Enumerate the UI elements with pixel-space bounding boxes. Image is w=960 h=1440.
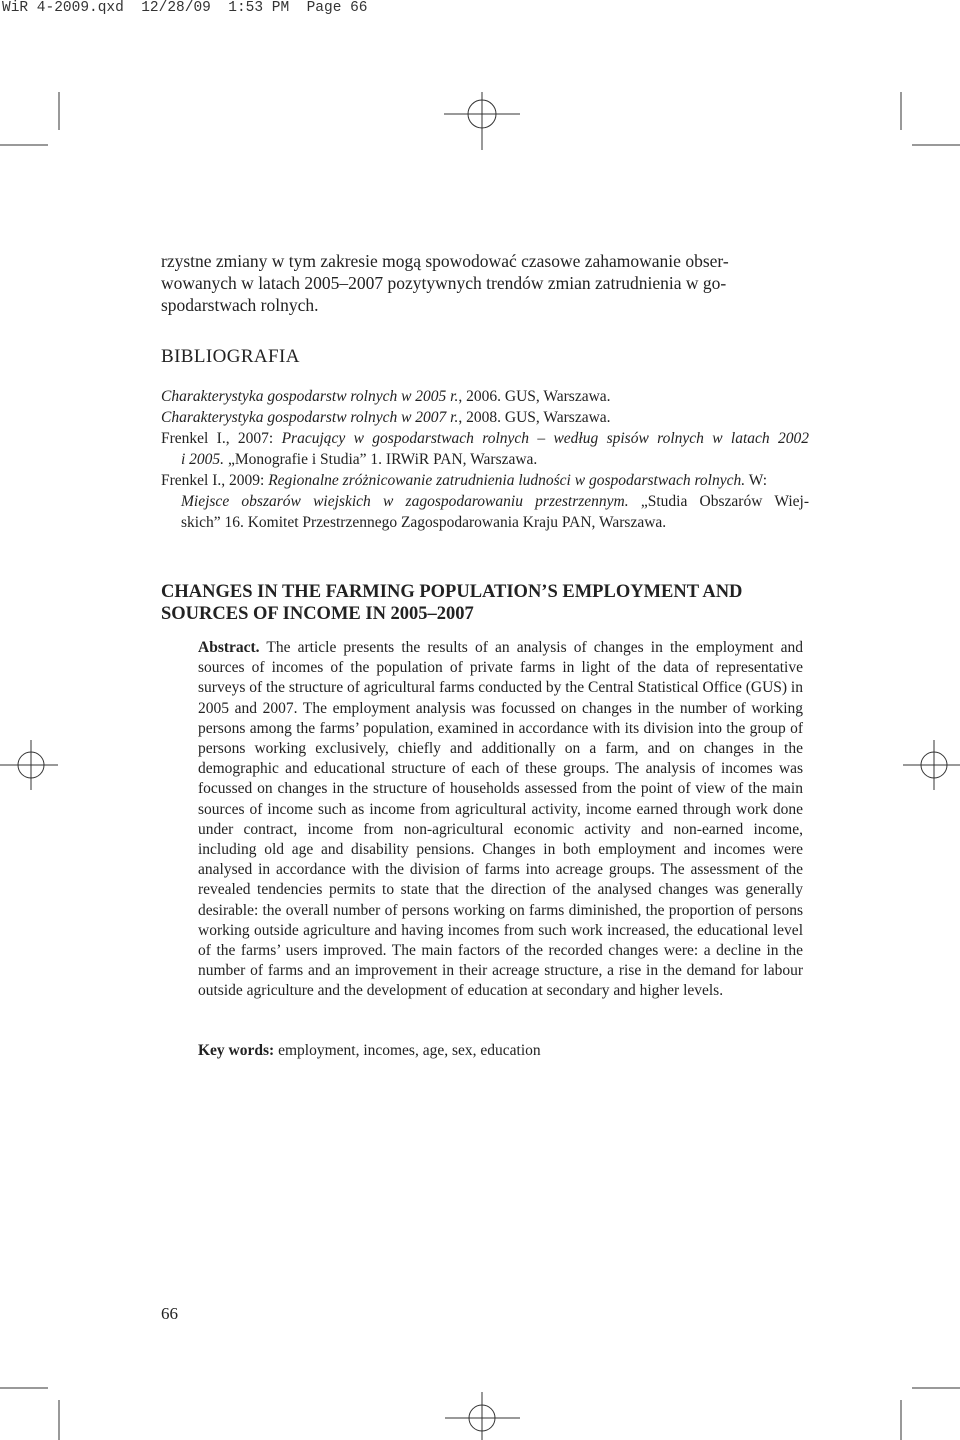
bibliography-list [161, 386, 809, 533]
entry-details: , 2008. GUS, Warszawa. [458, 409, 611, 426]
entry-details: „Monografie i Studia” 1. IRWiR PAN, Warszawa. [224, 451, 538, 468]
title-line: SOURCES OF INCOME IN 2005–2007 [161, 604, 474, 624]
registration-mark-top-icon [444, 92, 520, 150]
bibliography-entry-continued [161, 449, 809, 470]
entry-details: skich” 16. Komitet Przestrzennego Zagospodarowania Kraju PAN, Warszawa. [181, 514, 667, 531]
entry-author: Frenkel I., 2009: [161, 472, 269, 489]
entry-title: Pracujący w gospodarstwach rolnych – według spisów rolnych w latach 2002 [281, 430, 809, 447]
entry-details: , 2006. GUS, Warszawa. [458, 388, 611, 405]
slug-file: WiR 4-2009.qxd [2, 0, 124, 16]
bibliography-entry [161, 470, 809, 491]
intro-line: rzystne zmiany w tym zakresie mogą spowodować czasowe zahamowanie obser- [161, 251, 729, 271]
page-number: 66 [161, 1304, 178, 1323]
abstract-paragraph [198, 638, 803, 1002]
entry-title: Charakterystyka gospodarstw rolnych w 2007 r. [161, 409, 459, 426]
bibliography-heading: BIBLIOGRAFIA [161, 346, 300, 367]
abstract-text: The article presents the results of an analysis of changes in the employment and sources of incomes of the population of private farms in light of the data of representative surveys of the structure of agricultural farms conducted by the Central Statistical Office (GUS) in 2005 and 2007. The employment analysis was focussed on changes in the number of working persons among the farms’ population, examined in accordance with its division into the group of persons working exclusively, chiefly and additionally on a farm, and on changes in the demographic and educational structure of each of these groups. The analysis of incomes was focussed on changes in the structure of households assessed from the point of view of the main sources of income such as income from agricultural activity, income earned through work done under contract, income from non-agricultural economic activity and non-earned income, including old age and disability pensions. Changes in both employment and incomes were analysed in accordance with the division of farms into acreage groups. The assessment of the revealed tendencies permits to state that the direction of the analysed changes was generally desirable: the overall number of persons working on farms diminished, the proportion of persons working outside agriculture and having incomes from such work increased, the educational level of the farms’ users improved. The main factors of the recorded changes were: a decline in the number of farms and an improvement in their acreage structure, a rise in the demand for labour outside agriculture and the development of education at secondary and higher levels. [198, 639, 803, 1000]
slug-date: 12/28/09 [141, 0, 211, 16]
registration-mark-right-icon [903, 740, 960, 790]
entry-title: i 2005. [181, 451, 225, 468]
registration-mark-bottom-icon [445, 1392, 520, 1440]
abstract-label: Abstract. [198, 639, 260, 656]
intro-paragraph [161, 250, 809, 316]
registration-mark-left-icon [0, 740, 58, 790]
entry-title: Miejsce obszarów wiejskich w zagospodarowaniu przestrzennym. [181, 493, 629, 510]
bibliography-entry-continued [161, 491, 809, 512]
entry-title: Charakterystyka gospodarstw rolnych w 2005 r. [161, 388, 459, 405]
bibliography-entry [161, 428, 809, 449]
title-line: CHANGES IN THE FARMING POPULATION’S EMPLOYMENT AND [161, 582, 743, 602]
english-article-title [161, 581, 809, 625]
bibliography-entry-continued [161, 512, 809, 533]
bibliography-entry [161, 407, 809, 428]
entry-details: „Studia Obszarów Wiej- [628, 493, 809, 510]
keywords-text: employment, incomes, age, sex, education [274, 1042, 541, 1059]
entry-author: Frenkel I., 2007: [161, 430, 282, 447]
bibliography-entry [161, 386, 809, 407]
entry-title: Regionalne zróżnicowanie zatrudnienia ludności w gospodarstwach rolnych. [268, 472, 746, 489]
keywords-line [198, 1040, 803, 1062]
slug-page: Page 66 [306, 0, 368, 16]
entry-details: W: [745, 472, 768, 489]
intro-line: spodarstwach rolnych. [161, 295, 319, 315]
keywords-label: Key words: [198, 1042, 275, 1059]
slug-time: 1:53 PM [228, 0, 290, 16]
intro-line: wowanych w latach 2005–2007 pozytywnych trendów zmian zatrudnienia w go- [161, 273, 727, 293]
